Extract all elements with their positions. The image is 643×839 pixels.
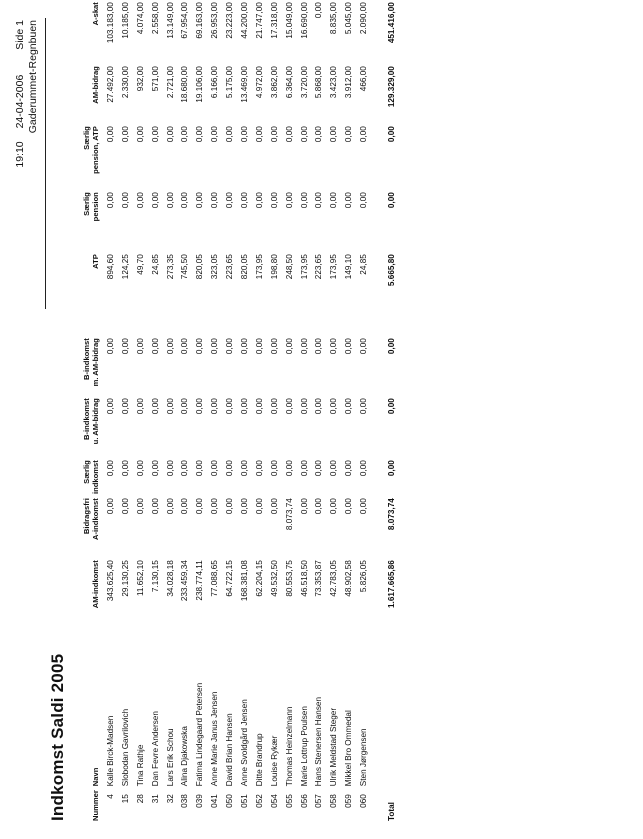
cell-atp: 173,95: [254, 254, 264, 280]
col-saerlig-pension: Særlig pension: [82, 192, 100, 222]
cell-navn: Anne Marie Janus Jensen: [210, 691, 220, 787]
cell-a-skat: 8.835,00: [329, 2, 339, 35]
cell-b-indkomst-u-am: 0,00: [269, 398, 279, 415]
total-row: [371, 2, 411, 821]
cell-saerlig-pension: 0,00: [165, 192, 175, 209]
report-date: 24-04-2006: [14, 74, 26, 129]
cell-navn: Dan Fevre Andersen: [150, 711, 160, 787]
cell-am-indkomst: 77.088,65: [210, 560, 220, 597]
col-b-indkomst-u-am: B-indkomst u. AM-bidrag: [82, 398, 100, 445]
cell-b-indkomst-u-am: 0,00: [195, 398, 205, 415]
table-row: [207, 2, 222, 821]
cell-saerlig-pension-atp: 0,00: [254, 126, 264, 143]
total-saerlig-indkomst: 0,00: [386, 460, 396, 477]
cell-am-indkomst: 80.553,75: [284, 560, 294, 597]
cell-am-indkomst: 233.459,34: [180, 560, 190, 602]
cell-a-skat: 2.090,00: [359, 2, 369, 35]
cell-saerlig-pension-atp: 0,00: [210, 126, 220, 143]
cell-am-bidrag: 4.972,00: [254, 66, 264, 99]
report-header-info: [14, 20, 40, 178]
cell-am-indkomst: 168.381,08: [239, 560, 249, 602]
cell-atp: 248,50: [284, 254, 294, 280]
cell-b-indkomst-m-am: 0,00: [359, 338, 369, 355]
cell-atp: 820,05: [239, 254, 249, 280]
cell-saerlig-pension-atp: 0,00: [239, 126, 249, 143]
cell-atp: 745,50: [180, 254, 190, 280]
total-am-bidrag: 129.329,00: [386, 66, 396, 108]
table-row: [341, 2, 356, 821]
cell-saerlig-indkomst: 0,00: [195, 460, 205, 477]
total-label: Total: [386, 802, 396, 821]
company-name: Gaderummet-Regnbuen: [27, 20, 39, 134]
cell-saerlig-pension-atp: 0,00: [329, 126, 339, 143]
cell-saerlig-indkomst: 0,00: [239, 460, 249, 477]
cell-atp: 223,65: [314, 254, 324, 280]
cell-saerlig-pension-atp: 0,00: [314, 126, 324, 143]
cell-am-bidrag: 27.492,00: [105, 66, 115, 103]
cell-b-indkomst-m-am: 0,00: [150, 338, 160, 355]
cell-bidragsfri: 0,00: [299, 498, 309, 515]
cell-saerlig-indkomst: 0,00: [135, 460, 145, 477]
cell-nummer: 039: [195, 794, 205, 808]
cell-navn: Ditte Brandrup: [254, 733, 264, 787]
cell-nummer: 32: [165, 794, 175, 804]
cell-saerlig-pension-atp: 0,00: [225, 126, 235, 143]
cell-bidragsfri: 0,00: [195, 498, 205, 515]
cell-nummer: 050: [225, 794, 235, 808]
col-am-bidrag: AM-bidrag: [91, 66, 100, 104]
cell-saerlig-pension-atp: 0,00: [150, 126, 160, 143]
cell-navn: Hans Stenersen Hansen: [314, 696, 324, 787]
cell-b-indkomst-u-am: 0,00: [359, 398, 369, 415]
cell-a-skat: 0,00: [314, 2, 324, 19]
cell-a-skat: 69.163,00: [195, 2, 205, 39]
cell-navn: Fatima Lindegaard Petersen: [195, 682, 205, 787]
table-row: [118, 2, 133, 821]
cell-nummer: 4: [105, 794, 115, 799]
cell-atp: 149,10: [344, 254, 354, 280]
cell-saerlig-pension: 0,00: [239, 192, 249, 209]
cell-saerlig-indkomst: 0,00: [314, 460, 324, 477]
cell-b-indkomst-u-am: 0,00: [239, 398, 249, 415]
table-row: [267, 2, 282, 821]
cell-am-indkomst: 29.130,25: [120, 560, 130, 597]
cell-atp: 124,25: [120, 254, 130, 280]
total-bidragsfri: 8.073,74: [386, 498, 396, 531]
col-atp: ATP: [91, 254, 100, 269]
cell-saerlig-pension: 0,00: [299, 192, 309, 209]
cell-b-indkomst-u-am: 0,00: [344, 398, 354, 415]
table-header-row: [82, 2, 103, 821]
cell-bidragsfri: 0,00: [225, 498, 235, 515]
table-row: [133, 2, 148, 821]
report-time: 19:10: [14, 141, 26, 168]
cell-atp: 24,85: [359, 254, 369, 275]
cell-saerlig-pension-atp: 0,00: [105, 126, 115, 143]
cell-b-indkomst-u-am: 0,00: [254, 398, 264, 415]
total-a-skat: 451.416,00: [386, 2, 396, 44]
cell-a-skat: 4.074,00: [135, 2, 145, 35]
cell-b-indkomst-m-am: 0,00: [269, 338, 279, 355]
income-table: [82, 2, 411, 821]
cell-atp: 173,95: [329, 254, 339, 280]
cell-b-indkomst-m-am: 0,00: [329, 338, 339, 355]
cell-nummer: 059: [344, 794, 354, 808]
cell-saerlig-pension-atp: 0,00: [284, 126, 294, 143]
cell-bidragsfri: 0,00: [359, 498, 369, 515]
cell-nummer: 051: [239, 794, 249, 808]
cell-b-indkomst-u-am: 0,00: [225, 398, 235, 415]
cell-saerlig-pension: 0,00: [150, 192, 160, 209]
cell-atp: 49,70: [135, 254, 145, 275]
total-b-indkomst-u-am: 0,00: [386, 398, 396, 415]
cell-saerlig-pension-atp: 0,00: [299, 126, 309, 143]
cell-saerlig-pension: 0,00: [135, 192, 145, 209]
cell-saerlig-pension: 0,00: [120, 192, 130, 209]
cell-bidragsfri: 0,00: [135, 498, 145, 515]
cell-am-bidrag: 3.720,00: [299, 66, 309, 99]
cell-bidragsfri: 0,00: [165, 498, 175, 515]
header-rule: [45, 18, 46, 309]
table-row: [177, 2, 192, 821]
cell-b-indkomst-m-am: 0,00: [105, 338, 115, 355]
cell-am-indkomst: 42.783,05: [329, 560, 339, 597]
cell-b-indkomst-u-am: 0,00: [105, 398, 115, 415]
cell-nummer: 054: [269, 794, 279, 808]
cell-b-indkomst-m-am: 0,00: [120, 338, 130, 355]
cell-b-indkomst-u-am: 0,00: [150, 398, 160, 415]
cell-am-indkomst: 62.204,15: [254, 560, 264, 597]
cell-bidragsfri: 0,00: [105, 498, 115, 515]
cell-saerlig-pension: 0,00: [284, 192, 294, 209]
cell-a-skat: 103.183,00: [105, 2, 115, 44]
cell-a-skat: 26.953,00: [210, 2, 220, 39]
cell-a-skat: 5.045,00: [344, 2, 354, 35]
cell-b-indkomst-u-am: 0,00: [329, 398, 339, 415]
col-bidragsfri: Bidragsfri A-indkomst: [82, 498, 100, 540]
cell-saerlig-indkomst: 0,00: [299, 460, 309, 477]
cell-am-indkomst: 46.518,50: [299, 560, 309, 597]
cell-b-indkomst-m-am: 0,00: [299, 338, 309, 355]
cell-nummer: 31: [150, 794, 160, 804]
cell-navn: Kalle Birck-Madsen: [105, 715, 115, 787]
cell-saerlig-pension-atp: 0,00: [180, 126, 190, 143]
cell-b-indkomst-m-am: 0,00: [284, 338, 294, 355]
cell-am-bidrag: 18.680,00: [180, 66, 190, 103]
cell-saerlig-pension: 0,00: [329, 192, 339, 209]
cell-am-indkomst: 34.028,18: [165, 560, 175, 597]
cell-saerlig-indkomst: 0,00: [165, 460, 175, 477]
cell-nummer: 060: [359, 794, 369, 808]
cell-navn: Tina Rathje: [135, 744, 145, 787]
cell-nummer: 038: [180, 794, 190, 808]
cell-a-skat: 23.223,00: [225, 2, 235, 39]
cell-am-bidrag: 13.469,00: [239, 66, 249, 103]
total-atp: 5.665,80: [386, 254, 396, 287]
cell-saerlig-pension-atp: 0,00: [269, 126, 279, 143]
col-b-indkomst-m-am: B-indkomst m. AM-bidrag: [82, 338, 100, 387]
cell-b-indkomst-m-am: 0,00: [344, 338, 354, 355]
cell-a-skat: 17.318,00: [269, 2, 279, 39]
cell-saerlig-pension: 0,00: [105, 192, 115, 209]
report-title: Indkomst Saldi 2005: [48, 653, 67, 821]
col-saerlig-pension-atp: Særlig pension, ATP: [82, 126, 100, 174]
cell-navn: Mikkel Bro Ommedal: [344, 710, 354, 787]
cell-saerlig-indkomst: 0,00: [284, 460, 294, 477]
col-nummer: Nummer: [91, 790, 100, 821]
cell-am-bidrag: 5.175,00: [225, 66, 235, 99]
cell-b-indkomst-u-am: 0,00: [284, 398, 294, 415]
cell-nummer: 055: [284, 794, 294, 808]
cell-bidragsfri: 0,00: [120, 498, 130, 515]
cell-am-bidrag: 19.106,00: [195, 66, 205, 103]
cell-nummer: 058: [329, 794, 339, 808]
cell-b-indkomst-u-am: 0,00: [120, 398, 130, 415]
table-row: [282, 2, 297, 821]
cell-b-indkomst-m-am: 0,00: [254, 338, 264, 355]
cell-nummer: 052: [254, 794, 264, 808]
col-a-skat: A-skat: [91, 2, 100, 26]
cell-saerlig-indkomst: 0,00: [105, 460, 115, 477]
cell-b-indkomst-m-am: 0,00: [180, 338, 190, 355]
cell-navn: Marie Lottrup Poulsen: [299, 706, 309, 787]
cell-navn: Lars Erik Schou: [165, 728, 175, 787]
cell-am-indkomst: 49.532,50: [269, 560, 279, 597]
cell-saerlig-pension: 0,00: [269, 192, 279, 209]
cell-saerlig-pension-atp: 0,00: [165, 126, 175, 143]
cell-saerlig-pension-atp: 0,00: [359, 126, 369, 143]
table-row: [356, 2, 371, 821]
cell-navn: David Brian Hansen: [225, 713, 235, 787]
cell-am-bidrag: 2.330,00: [120, 66, 130, 99]
cell-am-bidrag: 6.166,00: [210, 66, 220, 99]
cell-nummer: 057: [314, 794, 324, 808]
cell-saerlig-indkomst: 0,00: [180, 460, 190, 477]
cell-bidragsfri: 0,00: [239, 498, 249, 515]
total-am-indkomst: 1.617.665,86: [386, 560, 396, 608]
cell-am-bidrag: 6.364,00: [284, 66, 294, 99]
cell-bidragsfri: 8.073,74: [284, 498, 294, 531]
cell-a-skat: 44.200,00: [239, 2, 249, 39]
table-row: [237, 2, 252, 821]
cell-b-indkomst-u-am: 0,00: [135, 398, 145, 415]
cell-saerlig-pension-atp: 0,00: [135, 126, 145, 143]
cell-atp: 24,85: [150, 254, 160, 275]
table-row: [222, 2, 237, 821]
cell-b-indkomst-m-am: 0,00: [195, 338, 205, 355]
cell-atp: 173,95: [299, 254, 309, 280]
cell-am-bidrag: 466,00: [359, 66, 369, 92]
table-row: [297, 2, 312, 821]
cell-navn: Thomas Heinzelmann: [284, 706, 294, 787]
cell-b-indkomst-m-am: 0,00: [135, 338, 145, 355]
cell-a-skat: 67.954,00: [180, 2, 190, 39]
cell-saerlig-indkomst: 0,00: [344, 460, 354, 477]
col-navn: Navn: [91, 767, 100, 787]
cell-b-indkomst-m-am: 0,00: [225, 338, 235, 355]
table-row: [103, 2, 118, 821]
cell-b-indkomst-u-am: 0,00: [210, 398, 220, 415]
cell-bidragsfri: 0,00: [314, 498, 324, 515]
cell-am-indkomst: 343.625,40: [105, 560, 115, 602]
cell-saerlig-pension: 0,00: [254, 192, 264, 209]
col-am-indkomst: AM-indkomst: [91, 560, 100, 609]
cell-saerlig-indkomst: 0,00: [225, 460, 235, 477]
cell-bidragsfri: 0,00: [344, 498, 354, 515]
cell-am-bidrag: 3.423,00: [329, 66, 339, 99]
table-row: [192, 2, 207, 821]
cell-am-bidrag: 2.721,00: [165, 66, 175, 99]
table-row: [252, 2, 267, 821]
cell-atp: 820,05: [195, 254, 205, 280]
cell-saerlig-indkomst: 0,00: [269, 460, 279, 477]
cell-bidragsfri: 0,00: [269, 498, 279, 515]
cell-navn: Anne Svoldgård Jensen: [239, 699, 249, 787]
cell-atp: 894,60: [105, 254, 115, 280]
cell-a-skat: 16.690,00: [299, 2, 309, 39]
cell-b-indkomst-m-am: 0,00: [314, 338, 324, 355]
cell-a-skat: 10.185,00: [120, 2, 130, 39]
cell-saerlig-pension: 0,00: [210, 192, 220, 209]
cell-nummer: 041: [210, 794, 220, 808]
cell-saerlig-pension: 0,00: [344, 192, 354, 209]
cell-saerlig-indkomst: 0,00: [329, 460, 339, 477]
cell-saerlig-indkomst: 0,00: [359, 460, 369, 477]
report-page-number: Side 1: [14, 20, 26, 50]
cell-am-bidrag: 932,00: [135, 66, 145, 92]
cell-b-indkomst-m-am: 0,00: [165, 338, 175, 355]
cell-am-indkomst: 7.130,15: [150, 560, 160, 593]
cell-a-skat: 15.049,00: [284, 2, 294, 39]
cell-saerlig-pension-atp: 0,00: [344, 126, 354, 143]
table-row: [326, 2, 341, 821]
cell-atp: 198,80: [269, 254, 279, 280]
cell-am-bidrag: 5.868,00: [314, 66, 324, 99]
cell-saerlig-pension: 0,00: [180, 192, 190, 209]
cell-atp: 323,05: [210, 254, 220, 280]
cell-navn: Ulrik Meldstad Steger: [329, 707, 339, 787]
cell-saerlig-pension: 0,00: [359, 192, 369, 209]
cell-saerlig-indkomst: 0,00: [254, 460, 264, 477]
total-saerlig-pension: 0,00: [386, 192, 396, 209]
total-saerlig-pension-atp: 0,00: [386, 126, 396, 143]
cell-bidragsfri: 0,00: [180, 498, 190, 515]
cell-bidragsfri: 0,00: [150, 498, 160, 515]
cell-nummer: 056: [299, 794, 309, 808]
cell-am-bidrag: 3.862,00: [269, 66, 279, 99]
cell-am-indkomst: 64.722,15: [225, 560, 235, 597]
cell-atp: 273,35: [165, 254, 175, 280]
cell-saerlig-indkomst: 0,00: [210, 460, 220, 477]
cell-a-skat: 13.149,00: [165, 2, 175, 39]
cell-navn: Sten Jørgensen: [359, 728, 369, 787]
cell-am-indkomst: 5.826,05: [359, 560, 369, 593]
cell-a-skat: 21.747,00: [254, 2, 264, 39]
cell-saerlig-pension-atp: 0,00: [120, 126, 130, 143]
cell-am-indkomst: 73.353,87: [314, 560, 324, 597]
cell-bidragsfri: 0,00: [254, 498, 264, 515]
cell-nummer: 28: [135, 794, 145, 804]
cell-b-indkomst-u-am: 0,00: [180, 398, 190, 415]
cell-bidragsfri: 0,00: [210, 498, 220, 515]
cell-am-indkomst: 48.902,58: [344, 560, 354, 597]
cell-am-indkomst: 238.774,11: [195, 560, 205, 601]
cell-b-indkomst-u-am: 0,00: [165, 398, 175, 415]
cell-b-indkomst-m-am: 0,00: [239, 338, 249, 355]
table-row: [148, 2, 163, 821]
table-row: [163, 2, 178, 821]
cell-b-indkomst-m-am: 0,00: [210, 338, 220, 355]
cell-am-indkomst: 11.652,10: [135, 560, 145, 597]
cell-navn: Slobodan Gavrilovich: [120, 708, 130, 787]
cell-saerlig-pension: 0,00: [314, 192, 324, 209]
cell-saerlig-pension: 0,00: [195, 192, 205, 209]
cell-a-skat: 2.558,00: [150, 2, 160, 35]
cell-saerlig-indkomst: 0,00: [120, 460, 130, 477]
cell-saerlig-pension: 0,00: [225, 192, 235, 209]
cell-nummer: 15: [120, 794, 130, 804]
cell-navn: Louise Rykær: [269, 735, 279, 787]
cell-am-bidrag: 571,00: [150, 66, 160, 92]
col-saerlig-indkomst: Særlig indkomst: [82, 460, 100, 494]
cell-saerlig-pension-atp: 0,00: [195, 126, 205, 143]
table-row: [311, 2, 326, 821]
cell-navn: Alina Djakowska: [180, 726, 190, 787]
total-b-indkomst-m-am: 0,00: [386, 338, 396, 355]
cell-am-bidrag: 3.912,00: [344, 66, 354, 99]
cell-b-indkomst-u-am: 0,00: [299, 398, 309, 415]
cell-atp: 223,65: [225, 254, 235, 280]
cell-b-indkomst-u-am: 0,00: [314, 398, 324, 415]
cell-saerlig-indkomst: 0,00: [150, 460, 160, 477]
cell-bidragsfri: 0,00: [329, 498, 339, 515]
